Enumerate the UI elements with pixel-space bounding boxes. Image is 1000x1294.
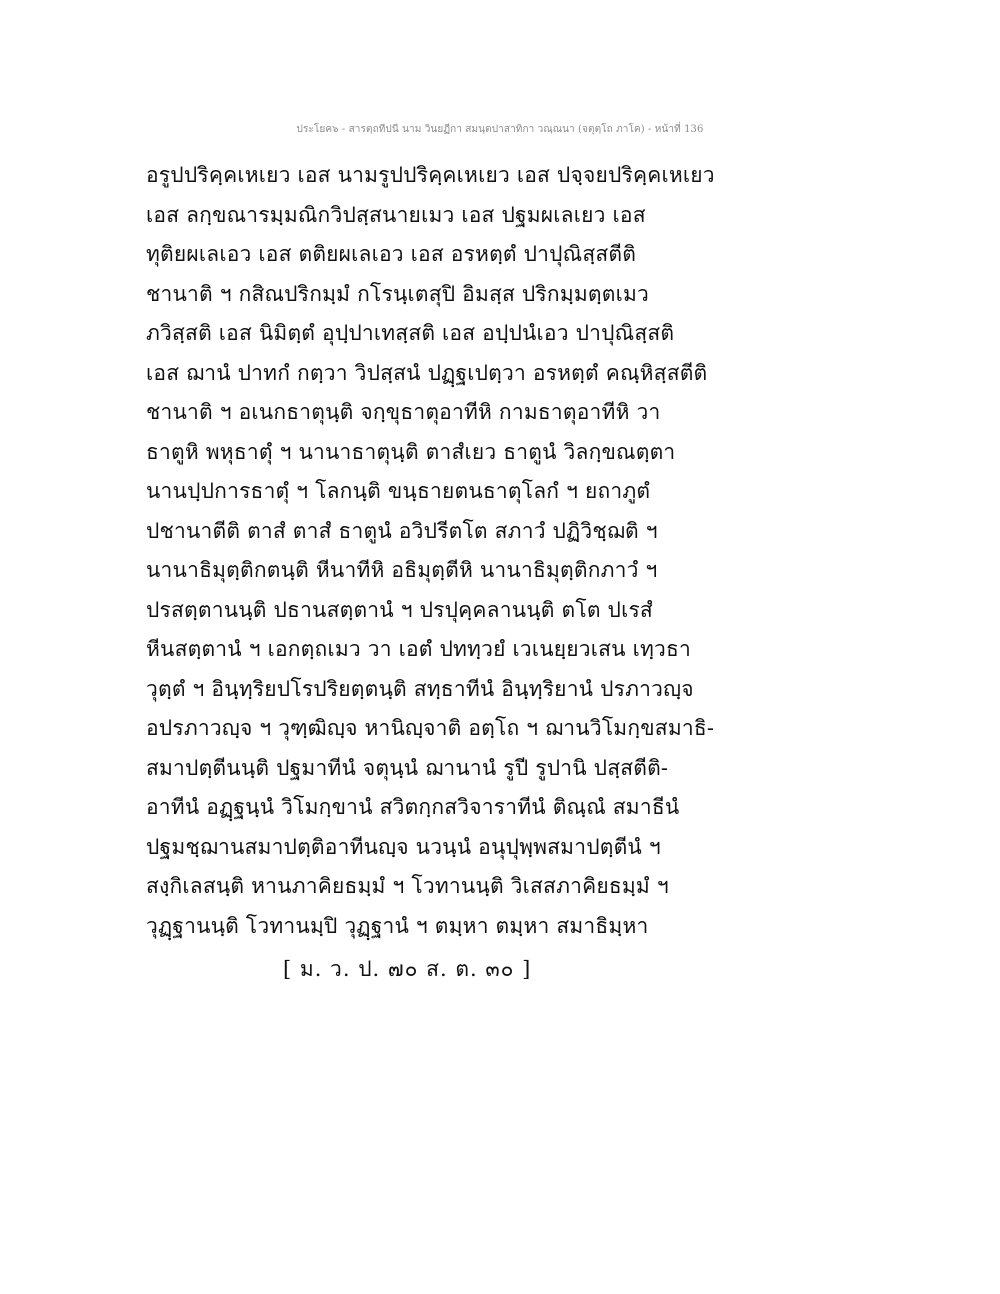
text-line: เอส ฌานํ ปาทกํ กตฺวา วิปสฺสนํ ปฏฺฐเปตฺวา อรหตฺตํ คณฺหิสฺสตีติ xyxy=(146,360,708,385)
text-line: ภวิสฺสติ เอส นิมิตฺตํ อุปฺปาเทสฺสติ เอส อปฺปนํเอว ปาปุณิสฺสติ xyxy=(146,321,675,345)
text-line: อาทีนํ อฏฺฐนฺนํ วิโมกฺขานํ สวิตกฺกสวิจาราทีนํ ติณฺณํ สมาธีนํ xyxy=(146,795,680,819)
text-line: หีนสตฺตานํ ฯ เอกตฺถเมว วา เอตํ ปททฺวยํ เวเนยฺยวเสน เทฺวธา xyxy=(146,637,692,661)
text-line: วุตฺตํ ฯ อินฺทฺริยปโรปริยตฺตนฺติ สทฺธาทีนํ อินฺทฺริยานํ ปรภาวญฺจ xyxy=(146,676,694,701)
running-header: ประโยค๖ - สารตฺถทีปนี นาม วินยฏีกา สมนฺตปาสาทิกา วณฺณนา (จตุตฺโถ ภาโค) - หน้าที่ 136 xyxy=(296,124,704,135)
text-line: อรูปปริคฺคเหเยว เอส นามรูปปริคฺคเหเยว เอส ปจฺจยปริคฺคเหเยว xyxy=(146,163,715,187)
text-line: ชานาติ ฯ อเนกธาตุนฺติ จกฺขุธาตุอาทีหิ กามธาตุอาทีหิ วา xyxy=(146,400,661,424)
text-line: อปรภาวญฺจ ฯ วุฑฺฒิญฺจ หานิญฺจาติ อตฺโถ ฯ ฌานวิโมกฺขสมาธิ- xyxy=(146,716,715,740)
text-line: สงฺกิเลสนฺติ หานภาคิยธมฺมํ ฯ โวทานนฺติ วิเสสภาคิยธมฺมํ ฯ xyxy=(146,874,669,898)
text-line: ปฐมชฺฌานสมาปตฺติอาทีนญฺจ นวนฺนํ อนุปุพฺพสมาปตฺตีนํ ฯ xyxy=(146,834,661,859)
text-line: ชานาติ ฯ กสิณปริกมฺมํ กโรนฺเตสุปิ อิมสฺส ปริกมฺมตฺตเมว xyxy=(146,281,650,306)
text-line: สมาปตฺตีนนฺติ ปฐมาทีนํ จตุนฺนํ ฌานานํ รูปี รูปานิ ปสฺสตีติ- xyxy=(146,755,669,780)
text-line: ปชานาตีติ ตาสํ ตาสํ ธาตูนํ อวิปรีตโต สภาวํ ปฏิวิชฺฌติ ฯ xyxy=(146,518,658,543)
text-line: ปรสตฺตานนฺติ ปธานสตฺตานํ ฯ ปรปุคฺคลานนฺติ ตโต ปเรสํ xyxy=(146,597,653,622)
page-reference: [ ม. ว. ป. ๗๐ ส. ต. ๓๐ ] xyxy=(283,957,532,981)
text-line: นานาธิมุตฺติกตนฺติ หีนาทีหิ อธิมุตฺตีหิ นานาธิมุตฺติกภาวํ ฯ xyxy=(146,558,658,582)
text-line: นานปฺปการธาตุํ ฯ โลกนฺติ ขนฺธายตนธาตุโลกํ ฯ ยถาภูตํ xyxy=(146,479,651,503)
text-line: ทุติยผเลเอว เอส ตติยผเลเอว เอส อรหตฺตํ ปาปุณิสฺสตีติ xyxy=(146,242,637,266)
body-text xyxy=(146,156,866,946)
text-line: วุฏฺฐานนฺติ โวทานมฺปิ วุฏฺฐานํ ฯ ตมฺหา ตมฺหา สมาธิมฺหา xyxy=(146,913,649,938)
text-line: ธาตูหิ พหุธาตุํ ฯ นานาธาตุนฺติ ตาสํเยว ธาตูนํ วิลกฺขณตฺตา xyxy=(146,439,676,464)
text-line: เอส ลกฺขณารมฺมณิกวิปสฺสนายเมว เอส ปฐมผเลเยว เอส xyxy=(146,202,646,227)
